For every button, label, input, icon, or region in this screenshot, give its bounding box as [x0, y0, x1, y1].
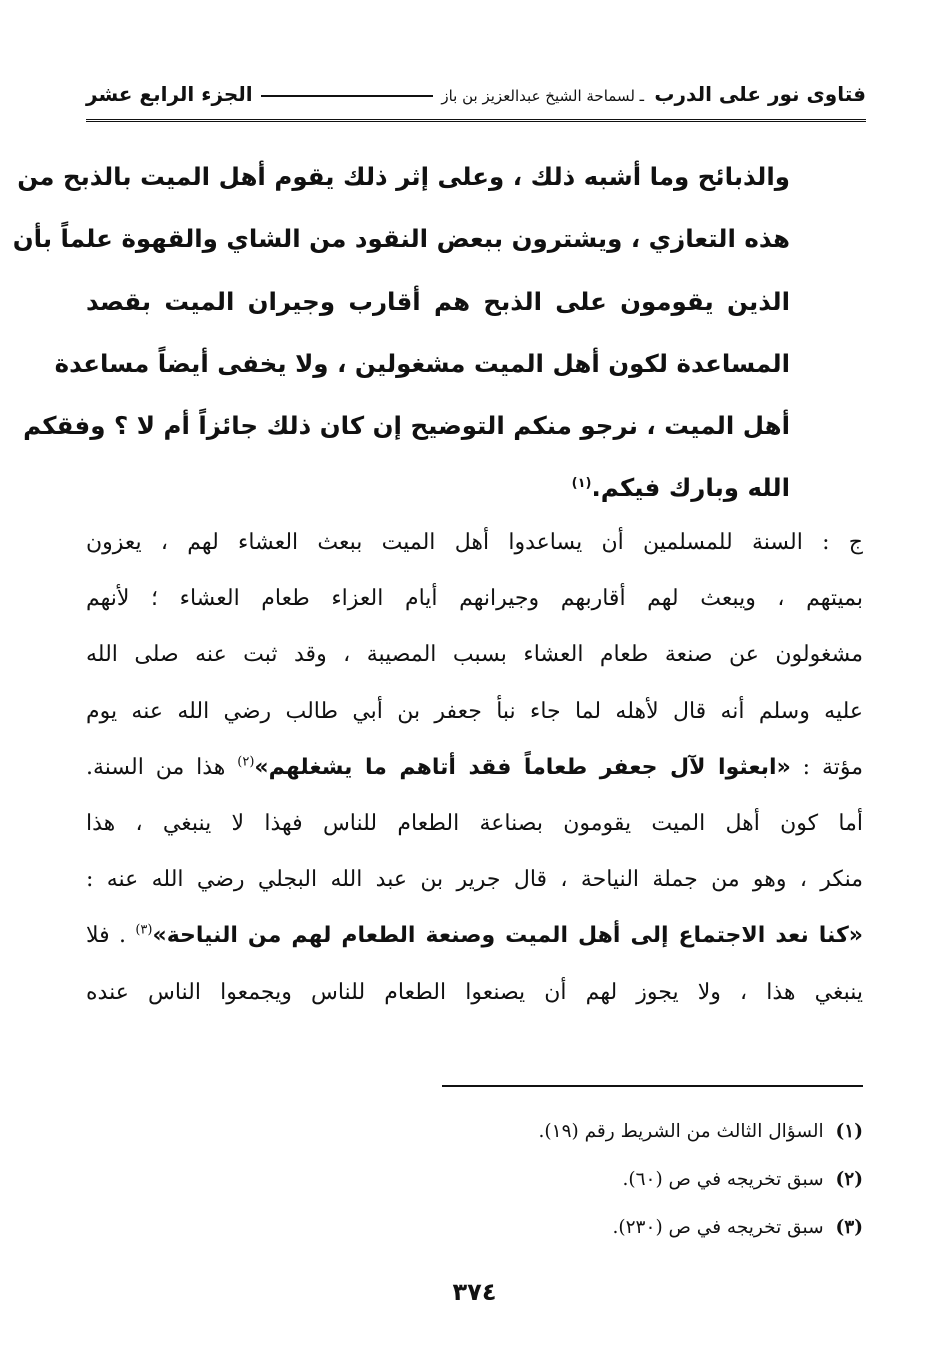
footnote-item: [86, 1108, 863, 1156]
answer-line-suffix: . فلا: [86, 923, 136, 949]
running-header: [86, 74, 866, 114]
question-line-text: الله وبارك فيكم.: [591, 473, 790, 503]
page-number: ٣٧٤: [452, 1278, 497, 1306]
question-line: الذين يقومون على الذبح هم أقارب وجيران الميت بقصد: [86, 286, 790, 316]
footnote-number: (٣): [835, 1217, 863, 1238]
question-text: [12, 146, 790, 520]
footnote-number: (١): [835, 1121, 863, 1142]
footnote-ref-3: (٣): [135, 923, 153, 939]
answer-line: أما كون أهل الميت يقومون بصناعة الطعام للناس فهذا لا ينبغي ، هذا: [86, 811, 863, 837]
answer-line: ج : السنة للمسلمين أن يساعدوا أهل الميت ببعث العشاء لهم ، يعزون: [86, 530, 863, 555]
header-divider: [86, 119, 866, 122]
hadith-quote-1: «ابعثوا لآل جعفر طعاماً فقد أتاهم ما يشغلهم»: [254, 754, 791, 780]
header-dash-rule: [261, 95, 434, 97]
question-line: أهل الميت ، نرجو منكم التوضيح إن كان ذلك جائزاً أم لا ؟ وفقكم: [23, 411, 790, 441]
footnote-item: [86, 1204, 863, 1252]
footnote-number: (٢): [835, 1169, 863, 1190]
footnotes: [86, 1108, 863, 1252]
footnote-divider: [442, 1085, 863, 1087]
question-line: هذه التعازي ، ويشترون ببعض النقود من الشاي والقهوة علماً بأن: [12, 224, 790, 254]
footnote-ref-2: (٢): [237, 754, 255, 770]
answer-line: بميتهم ، ويبعث لهم أقاربهم وجيرانهم أيام العزاء طعام العشاء ؛ لأنهم: [86, 586, 863, 612]
answer-line-prefix: مؤتة :: [790, 754, 864, 780]
answer-line-suffix: هذا من السنة.: [86, 754, 238, 780]
footnote-item: [86, 1156, 863, 1204]
footnote-text: السؤال الثالث من الشريط رقم (١٩).: [538, 1121, 824, 1142]
hadith-quote-2: «كنا نعد الاجتماع إلى أهل الميت وصنعة الطعام لهم من النياحة»: [152, 923, 863, 949]
answer-line: ينبغي هذا ، ولا يجوز لهم أن يصنعوا الطعام للناس ويجمعوا الناس عنده: [86, 979, 863, 1005]
footnote-text: سبق تخريجه في ص (٢٣٠).: [612, 1217, 824, 1238]
question-line: والذبائح وما أشبه ذلك ، وعلى إثر ذلك يقوم أهل الميت بالذبح من: [17, 162, 790, 191]
footnote-ref-1: (١): [571, 476, 592, 492]
footnote-text: سبق تخريجه في ص (٦٠).: [622, 1169, 824, 1190]
answer-line: مشغولون عن صنعة طعام العشاء بسبب المصيبة ، وقد ثبت عنه صلى الله: [86, 642, 863, 668]
answer-text: [86, 515, 863, 1021]
answer-line: منكر ، وهو من جملة النياحة ، قال جرير بن عبد الله البجلي رضي الله عنه :: [86, 867, 863, 893]
header-group-left: [441, 82, 866, 106]
question-line: المساعدة لكون أهل الميت مشغولين ، ولا يخفى أيضاً مساعدة: [54, 348, 790, 378]
answer-line: [86, 908, 863, 964]
author-name: ـ لسماحة الشيخ عبدالعزيز بن باز: [441, 87, 645, 105]
question-line: [86, 457, 790, 519]
answer-line: [86, 740, 863, 796]
answer-line: عليه وسلم أنه قال لأهله لما جاء نبأ جعفر بن أبي طالب رضي الله عنه يوم: [86, 698, 863, 724]
book-title: فتاوى نور على الدرب: [654, 82, 866, 106]
part-label: الجزء الرابع عشر: [86, 82, 253, 106]
